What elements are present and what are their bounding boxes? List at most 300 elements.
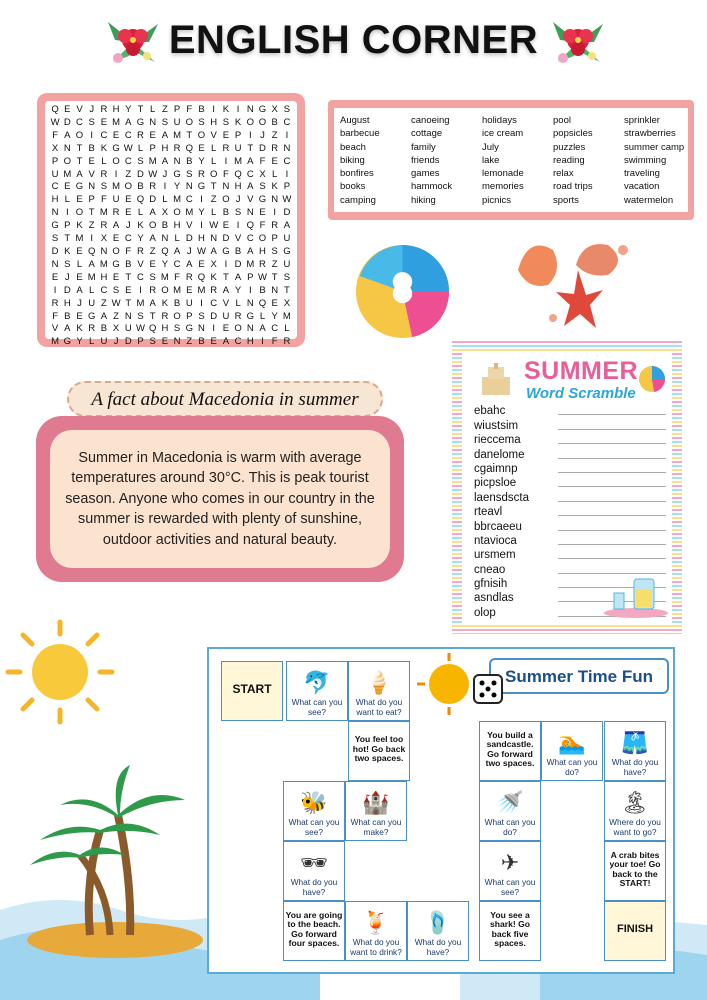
word-search-letter: T xyxy=(271,271,278,283)
word-search-letter: U xyxy=(173,116,181,128)
word-search-letter: E xyxy=(271,155,278,167)
scramble-row xyxy=(474,548,666,562)
word-search-letter: C xyxy=(283,116,291,128)
scramble-row xyxy=(474,505,666,519)
board-space xyxy=(348,721,410,781)
board-space-text: A crab bites your toe! Go back to the START! xyxy=(609,849,661,888)
word-search-letter: G xyxy=(75,181,84,193)
word-search-letter: A xyxy=(161,155,169,167)
sandcastle-icon: 🏰 xyxy=(362,790,390,816)
word-list-item: friends xyxy=(411,154,440,166)
word-search-letter: Q xyxy=(161,245,169,257)
word-search-letter: C xyxy=(234,336,242,348)
word-search-letter: V xyxy=(222,297,230,309)
word-search-letter: S xyxy=(283,271,291,283)
word-list-item: puzzles xyxy=(553,141,586,153)
word-search-letter: V xyxy=(234,233,242,245)
word-search-letter: H xyxy=(161,323,169,335)
word-search-letter: A xyxy=(76,168,83,180)
word-search-letter: K xyxy=(64,245,71,257)
word-search-letter: N xyxy=(246,297,254,309)
word-search-letter: A xyxy=(283,220,291,232)
word-search-letter: I xyxy=(236,220,240,232)
board-space-text: What can you do? xyxy=(484,817,536,837)
word-search-letter: T xyxy=(137,104,144,115)
scramble-row xyxy=(474,447,666,461)
word-search-letter: K xyxy=(76,220,83,232)
word-search-letter: A xyxy=(149,207,156,219)
word-search-letter: S xyxy=(234,207,242,219)
scrambled-word: cgaimnp xyxy=(474,462,518,475)
word-search-letter: A xyxy=(247,245,254,257)
word-list-item: picnics xyxy=(482,194,512,206)
word-list-columns xyxy=(340,114,695,207)
word-search-letter: O xyxy=(222,194,230,206)
word-search-letter: T xyxy=(222,271,229,283)
word-search-letter: N xyxy=(198,323,205,335)
lemonade-icon: 🍹 xyxy=(362,910,390,936)
word-list-column xyxy=(624,114,695,207)
word-search-letter: L xyxy=(211,155,217,167)
word-search-letter: E xyxy=(100,116,108,128)
word-search-letter: Y xyxy=(271,310,278,322)
sun-icon xyxy=(4,618,116,726)
word-search-letter: O xyxy=(161,284,169,296)
word-search-letter: B xyxy=(64,310,71,322)
board-space-text: What do you have? xyxy=(611,757,659,777)
word-search-letter: I xyxy=(65,207,69,219)
word-search-letter: M xyxy=(51,336,60,348)
word-search-letter: X xyxy=(112,323,120,335)
word-search-letter: P xyxy=(149,142,156,154)
scramble-row xyxy=(474,404,666,418)
word-search-letter: B xyxy=(100,323,108,335)
word-search-letter: P xyxy=(173,104,181,115)
word-search-letter: G xyxy=(258,194,267,206)
scrambled-word: wiustsim xyxy=(474,419,519,432)
word-search-letter: G xyxy=(112,142,120,154)
word-search-letter: K xyxy=(210,271,217,283)
board-space-text: What can you see? xyxy=(484,877,536,897)
word-search-letter: I xyxy=(236,104,240,115)
word-search-letter: A xyxy=(210,245,217,257)
word-search-letter: H xyxy=(112,104,120,115)
board-space xyxy=(286,661,348,721)
board-space-text: What do you want to eat? xyxy=(355,697,403,717)
word-search-letter: C xyxy=(124,155,132,167)
word-search-letter: J xyxy=(77,297,82,309)
word-search-letter: E xyxy=(88,155,95,167)
scramble-row xyxy=(474,476,666,490)
word-search-letter: O xyxy=(197,129,206,141)
word-search-letter: R xyxy=(173,142,181,154)
word-list-item: ice cream xyxy=(482,128,524,140)
word-search-letter: B xyxy=(161,220,169,232)
word-search-letter: D xyxy=(222,233,230,245)
word-search-letter: T xyxy=(76,155,83,167)
page-title: ENGLISH CORNER xyxy=(168,18,539,62)
word-search-letter: D xyxy=(149,194,157,206)
word-search-letter: I xyxy=(273,207,277,219)
word-search-letter: E xyxy=(112,233,120,245)
word-search-letter: F xyxy=(259,220,266,232)
word-search-letter: X xyxy=(161,207,169,219)
word-search-letter: E xyxy=(271,297,278,309)
scrambled-word: cneao xyxy=(474,563,506,576)
word-search-letter: O xyxy=(246,116,254,128)
word-list-column xyxy=(411,114,482,207)
board-space-text: What can you see? xyxy=(291,697,343,717)
word-search-letter: I xyxy=(212,104,216,115)
word-search-letter: J xyxy=(260,129,265,141)
word-search-letter: N xyxy=(246,323,254,335)
word-search-letter: S xyxy=(64,258,71,270)
word-search-letter: A xyxy=(149,297,156,309)
word-search-letter: L xyxy=(64,194,70,206)
sunglasses-icon: 🕶 xyxy=(300,850,328,876)
word-search-letter: E xyxy=(222,220,230,232)
word-list-column xyxy=(340,114,411,207)
board-space xyxy=(348,661,410,721)
word-search-letter: E xyxy=(149,258,156,270)
word-search-letter: B xyxy=(198,104,205,115)
word-search-letter: Q xyxy=(136,194,145,206)
word-search-letter: P xyxy=(51,155,59,167)
answer-line xyxy=(558,458,666,459)
dolphin-icon: 🐬 xyxy=(303,670,331,696)
board-space xyxy=(479,721,541,781)
word-search-letter: F xyxy=(222,168,229,180)
word-search-letter: S xyxy=(186,168,193,180)
word-search-letter: M xyxy=(234,155,243,167)
word-search-letter: F xyxy=(52,129,58,141)
word-search-letter: A xyxy=(125,116,132,128)
word-search-letter: Y xyxy=(161,258,169,270)
word-search-letter: S xyxy=(51,233,59,245)
word-search-letter: O xyxy=(173,310,181,322)
board-space xyxy=(283,781,345,841)
word-search-grid xyxy=(49,104,293,349)
scrambled-word: asndlas xyxy=(474,592,514,605)
word-search-letter: M xyxy=(197,284,206,296)
word-search-letter: I xyxy=(90,129,94,141)
word-search-letter: J xyxy=(89,104,95,115)
word-search-letter: N xyxy=(124,310,132,322)
word-search-letter: O xyxy=(258,116,267,128)
word-list-item: lemonade xyxy=(482,168,524,180)
word-search-letter: M xyxy=(173,284,182,296)
word-search-letter: W xyxy=(282,194,292,206)
word-search-letter: S xyxy=(259,181,266,193)
word-search-letter: N xyxy=(246,207,254,219)
board-game-summer-time-fun xyxy=(207,647,675,974)
word-list-item: memories xyxy=(482,181,524,193)
word-search-letter: K xyxy=(161,297,169,309)
word-search-letter: O xyxy=(210,168,218,180)
word-search-letter: M xyxy=(112,116,121,128)
word-search-letter: V xyxy=(137,258,144,270)
answer-line xyxy=(558,486,666,487)
answer-line xyxy=(558,414,666,415)
word-list-item: beach xyxy=(340,141,366,153)
word-search-letter: Q xyxy=(88,245,96,257)
word-search-letter: X xyxy=(271,104,278,115)
word-list-item: cottage xyxy=(411,128,443,140)
word-search-letter: R xyxy=(137,245,144,257)
word-search-letter: Y xyxy=(198,207,205,219)
word-search-letter: A xyxy=(222,336,230,348)
word-search-letter: R xyxy=(259,258,266,270)
word-search-letter: O xyxy=(112,245,120,257)
answer-line xyxy=(558,558,666,559)
word-search-letter: A xyxy=(173,245,181,257)
word-list-item: hiking xyxy=(411,194,436,206)
fact-title: A fact about Macedonia in summer xyxy=(67,381,383,417)
word-search-letter: D xyxy=(51,245,59,257)
word-search-letter: T xyxy=(210,181,217,193)
word-search-letter: E xyxy=(198,258,205,270)
board-space xyxy=(345,781,407,841)
word-search-letter: W xyxy=(123,142,133,154)
word-search-letter: T xyxy=(149,310,156,322)
board-space xyxy=(604,781,666,841)
word-list-item: barbecue xyxy=(340,128,380,140)
word-search-letter: I xyxy=(90,233,94,245)
word-search-letter: P xyxy=(64,220,71,232)
word-search-letter: Y xyxy=(137,233,144,245)
word-search-letter: P xyxy=(283,181,291,193)
word-search-letter: S xyxy=(173,323,181,335)
flip-flops-icon: 🩴 xyxy=(424,910,452,936)
board-space-text: You build a sandcastle. Go forward two spaces. xyxy=(485,729,535,768)
seashells-icon xyxy=(508,230,638,330)
word-list-item: sports xyxy=(553,194,579,206)
word-search-letter: Z xyxy=(113,310,119,322)
word-search-letter: A xyxy=(234,271,242,283)
word-list-item: July xyxy=(482,141,499,153)
word-search-letter: R xyxy=(100,104,108,115)
word-search-letter: E xyxy=(76,271,83,283)
word-search-letter: S xyxy=(137,310,144,322)
word-search-letter: N xyxy=(149,116,157,128)
word-search-letter: C xyxy=(100,129,108,141)
word-list-item: lake xyxy=(482,154,500,166)
word-search-letter: C xyxy=(124,129,132,141)
fact-card xyxy=(36,416,404,582)
word-search-letter: Q xyxy=(51,104,59,115)
start-label: START xyxy=(232,681,272,696)
word-search-letter: K xyxy=(234,116,242,128)
word-search-letter: O xyxy=(258,233,267,245)
word-search-letter: S xyxy=(161,116,169,128)
watering-can-icon: 🚿 xyxy=(496,790,524,816)
word-search-letter: S xyxy=(137,155,144,167)
word-search-letter: C xyxy=(185,194,193,206)
word-search-letter: A xyxy=(247,181,254,193)
word-list-box xyxy=(328,100,694,220)
word-search-letter: L xyxy=(211,207,217,219)
word-search-letter: E xyxy=(76,310,83,322)
word-search-letter: L xyxy=(76,258,83,270)
word-search-letter: J xyxy=(125,220,131,232)
word-search-letter: C xyxy=(246,168,254,180)
word-list-item: games xyxy=(411,168,440,180)
word-search-letter: W xyxy=(136,323,145,335)
word-list-item: pool xyxy=(553,115,571,126)
word-search-letter: I xyxy=(212,323,216,335)
word-search-letter: A xyxy=(259,323,266,335)
word-search-letter: E xyxy=(64,181,71,193)
word-search-letter: L xyxy=(89,284,95,296)
word-search-letter: W xyxy=(197,245,206,257)
scrambled-word: bbrcaeeu xyxy=(474,520,522,533)
word-search-letter: Z xyxy=(149,245,156,257)
scramble-subtitle: Word Scramble xyxy=(526,385,636,402)
word-search-letter: S xyxy=(283,104,291,115)
word-search-letter: B xyxy=(125,258,132,270)
board-space-text: What can you make? xyxy=(350,817,402,837)
word-search-letter: E xyxy=(149,129,156,141)
word-search-letter: E xyxy=(210,336,217,348)
word-search-letter: F xyxy=(186,104,193,115)
word-search-letter: I xyxy=(139,284,142,296)
word-search-letter: K xyxy=(76,323,83,335)
palm-island-icon xyxy=(20,760,210,960)
word-search-letter: O xyxy=(112,155,120,167)
word-search-letter: A xyxy=(222,284,230,296)
word-search-letter: H xyxy=(210,116,218,128)
word-search-letter: E xyxy=(222,323,230,335)
word-search-letter: Q xyxy=(197,271,206,283)
word-search-letter: Y xyxy=(125,104,132,115)
word-search-letter: A xyxy=(186,258,193,270)
scrambled-word: danelome xyxy=(474,448,525,461)
word-search-puzzle xyxy=(37,93,305,347)
word-search-letter: H xyxy=(51,194,59,206)
word-search-letter: V xyxy=(247,194,254,206)
word-search-letter: K xyxy=(100,142,108,154)
word-search-letter: W xyxy=(148,168,158,180)
word-list-item: camping xyxy=(340,194,376,206)
word-search-letter: J xyxy=(64,271,70,283)
word-search-letter: S xyxy=(149,336,156,348)
island-icon: 🏝 xyxy=(621,790,649,816)
word-search-letter: Q xyxy=(185,142,193,154)
word-search-letter: M xyxy=(282,310,291,322)
word-search-letter: U xyxy=(234,142,242,154)
word-list-item: popsicles xyxy=(553,128,593,140)
word-search-letter: K xyxy=(137,220,144,232)
word-search-letter: I xyxy=(285,129,289,141)
word-search-letter: A xyxy=(149,233,156,245)
word-search-letter: S xyxy=(198,310,205,322)
finish-space xyxy=(604,901,666,961)
word-search-letter: A xyxy=(88,258,95,270)
word-search-letter: D xyxy=(185,233,193,245)
word-search-letter: R xyxy=(271,220,279,232)
word-list-item: books xyxy=(340,181,366,193)
word-list-item: sprinkler xyxy=(624,115,660,126)
word-search-letter: G xyxy=(51,220,59,232)
board-space xyxy=(283,841,345,901)
hibiscus-flower-icon xyxy=(548,12,608,72)
word-search-letter: Y xyxy=(198,155,205,167)
word-search-letter: Z xyxy=(271,129,278,141)
word-search-letter: L xyxy=(150,104,156,115)
word-search-letter: T xyxy=(186,129,193,141)
scramble-row xyxy=(474,433,666,447)
word-search-letter: N xyxy=(51,258,59,270)
word-search-letter: D xyxy=(234,258,242,270)
fact-body: Summer in Macedonia is warm with average temperatures around 30°C. This is peak tourist season. Anyone who comes in our country in the summer is rewarded with plenty of sunshine, outdoor activities and natural beauty. xyxy=(65,449,375,548)
word-search-letter: O xyxy=(173,207,181,219)
word-search-letter: N xyxy=(63,142,71,154)
word-search-letter: H xyxy=(246,336,254,348)
word-search-letter: N xyxy=(271,194,279,206)
word-search-letter: R xyxy=(137,129,144,141)
word-list-item: reading xyxy=(553,154,585,166)
scramble-row xyxy=(474,534,666,548)
word-search-letter: M xyxy=(136,297,145,309)
word-search-letter: H xyxy=(100,271,108,283)
word-search-letter: C xyxy=(271,323,279,335)
word-search-letter: N xyxy=(161,233,169,245)
word-search-letter: K xyxy=(271,181,278,193)
board-space xyxy=(345,901,407,961)
board-space-text: What do you have? xyxy=(414,937,462,957)
word-search-letter: C xyxy=(100,284,108,296)
word-search-letter: T xyxy=(247,142,254,154)
word-search-letter: L xyxy=(137,207,144,219)
word-search-letter: V xyxy=(51,323,59,335)
word-search-letter: Q xyxy=(258,297,267,309)
word-search-letter: T xyxy=(64,233,71,245)
word-search-letter: I xyxy=(114,168,118,180)
word-search-letter: O xyxy=(234,323,242,335)
word-search-letter: N xyxy=(100,245,108,257)
word-search-letter: M xyxy=(173,129,182,141)
word-search-letter: O xyxy=(185,116,193,128)
word-list-item: traveling xyxy=(624,168,660,180)
word-search-letter: S xyxy=(271,245,278,257)
scramble-row xyxy=(474,418,666,432)
word-list-item: relax xyxy=(553,168,574,180)
scrambled-word: picpsloe xyxy=(474,477,517,490)
board-space xyxy=(479,841,541,901)
scrambled-word: ursmem xyxy=(474,549,516,562)
word-search-letter: U xyxy=(51,168,59,180)
word-search-letter: O xyxy=(75,207,84,219)
word-search-letter: C xyxy=(246,233,254,245)
word-search-letter: P xyxy=(186,310,193,322)
scrambled-word: olop xyxy=(474,606,496,619)
word-search-letter: F xyxy=(174,271,180,283)
word-search-letter: N xyxy=(88,181,96,193)
start-space xyxy=(221,661,283,721)
word-search-letter: S xyxy=(112,284,120,296)
word-search-letter: D xyxy=(63,284,71,296)
word-search-letter: U xyxy=(283,233,291,245)
lemonade-pitcher-icon xyxy=(600,571,670,619)
word-search-letter: R xyxy=(149,284,157,296)
answer-line xyxy=(558,443,666,444)
scrambled-word: rteavl xyxy=(474,506,503,519)
word-search-letter: W xyxy=(111,297,121,309)
word-search-letter: L xyxy=(137,142,144,154)
word-search-letter: D xyxy=(124,336,132,348)
scramble-row xyxy=(474,490,666,504)
word-search-letter: I xyxy=(200,194,203,206)
